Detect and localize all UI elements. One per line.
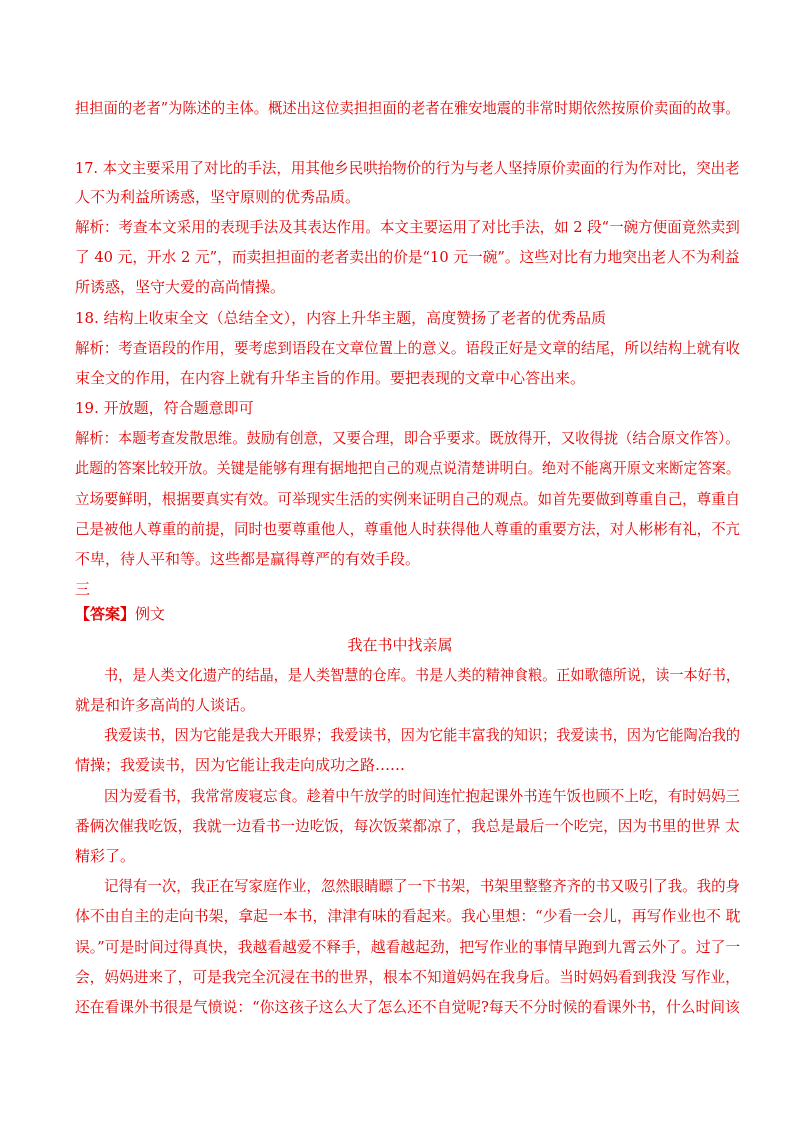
analysis-18-line: 解析：考查语段的作用，要考虑到语段在文章位置上的意义。语段正好是文章的结尾，所以结构上就有收 [75,339,741,357]
answer-18-line: 18. 结构上收束全文（总结全文），内容上升华主题，高度赞扬了老者的优秀品质 [75,309,607,327]
answer-17-line: 人不为利益所诱惑，坚守原则的优秀品质。 [75,188,361,206]
analysis-19-line: 己是被他人尊重的前提，同时也要尊重他人，尊重他人时获得他人尊重的重要方法，对人彬彬有礼，不亢 [75,520,741,538]
essay-paragraph-line: 还在看课外书很是气愤说：“你这孩子这么大了怎么还不自觉呢?每天不分时候的看课外书，什么时间该 [75,998,740,1016]
essay-paragraph-line: 体不由自主的走向书架，拿起一本书，津津有味的看起来。我心里想：“少看一会儿，再写作业也不 耽 [75,907,741,925]
essay-paragraph-line: 记得有一次，我正在写家庭作业，忽然眼睛瞟了一下书架，书架里整整齐齐的书又吸引了我。我的身 [104,877,741,895]
analysis-18-line: 束全文的作用，在内容上就有升华主旨的作用。要把表现的文章中心答出来。 [75,369,586,387]
essay-paragraph-line: 书，是人类文化遗产的结晶，是人类智慧的仓库。书是人类的精神食粮。正如歌德所说，读一本好书， [104,666,741,684]
essay-paragraph-line: 情操；我爱读书，因为它能让我走向成功之路…… [75,756,406,774]
answer-label-suffix: 例文 [135,605,166,623]
analysis-19-line: 此题的答案比较开放。关键是能够有理有据地把自己的观点说清楚讲明白。绝对不能离开原文来断定答案。 [75,459,741,477]
section-number: 三 [75,580,91,598]
essay-title: 我在书中找亲属 [347,636,453,654]
analysis-19-line: 解析：本题考查发散思维。鼓励有创意，又要合理，即合乎要求。既放得开，又收得拢（结合原文作答）。 [75,429,740,447]
essay-paragraph-line: 我爱读书，因为它能是我大开眼界；我爱读书，因为它能丰富我的知识；我爱读书，因为它能陶冶我的 [104,726,741,744]
answer-heading [75,603,165,625]
analysis-17-line: 所诱惑，坚守大爱的高尚情操。 [75,278,286,296]
essay-paragraph-line: 因为爱看书，我常常废寝忘食。趁着中午放学的时间连忙抱起课外书连午饭也顾不上吃，有时妈妈三 [104,787,741,805]
answer-17-line: 17. 本文主要采用了对比的手法，用其他乡民哄抬物价的行为与老人坚持原价卖面的行为作对比，突出老 [75,159,740,177]
analysis-19-line: 立场要鲜明，根据要真实有效。可举现实生活的实例来证明自己的观点。如首先要做到尊重自己，尊重自 [75,490,741,508]
essay-paragraph-line: 会，妈妈进来了，可是我完全沉浸在书的世界，根本不知道妈妈在我身后。当时妈妈看到我没 写作业， [75,968,740,986]
essay-paragraph-line: 就是和许多高尚的人谈话。 [75,696,256,714]
analysis-17-line: 解析：考查本文采用的表现手法及其表达作用。本文主要运用了对比手法，如 2 段“一碗方便面竟然卖到 [75,218,740,236]
answer-label: 【答案】 [75,605,136,623]
analysis-19-line: 不卑，待人平和等。这些都是赢得尊严的有效手段。 [75,550,421,568]
essay-paragraph-line: 番俩次催我吃饭，我就一边看书一边吃饭，每次饭菜都凉了，我总是最后一个吃完，因为书里的世界 太 [75,817,740,835]
text-line: 担担面的老者”为陈述的主体。概述出这位卖担担面的老者在雅安地震的非常时期依然按原价卖面的故事。 [75,99,740,117]
essay-paragraph-line: 误。”可是时间过得真快，我越看越爱不释手，越看越起劲，把写作业的事情早跑到九霄云外了。过了一 [75,938,741,956]
answer-19-line: 19. 开放题，符合题意即可 [75,399,254,417]
analysis-17-line: 了 40 元，开水 2 元”，而卖担担面的老者卖出的价是“10 元一碗”。这些对比有力地突出老人不为利益 [75,248,740,266]
essay-paragraph-line: 精彩了。 [75,847,136,865]
